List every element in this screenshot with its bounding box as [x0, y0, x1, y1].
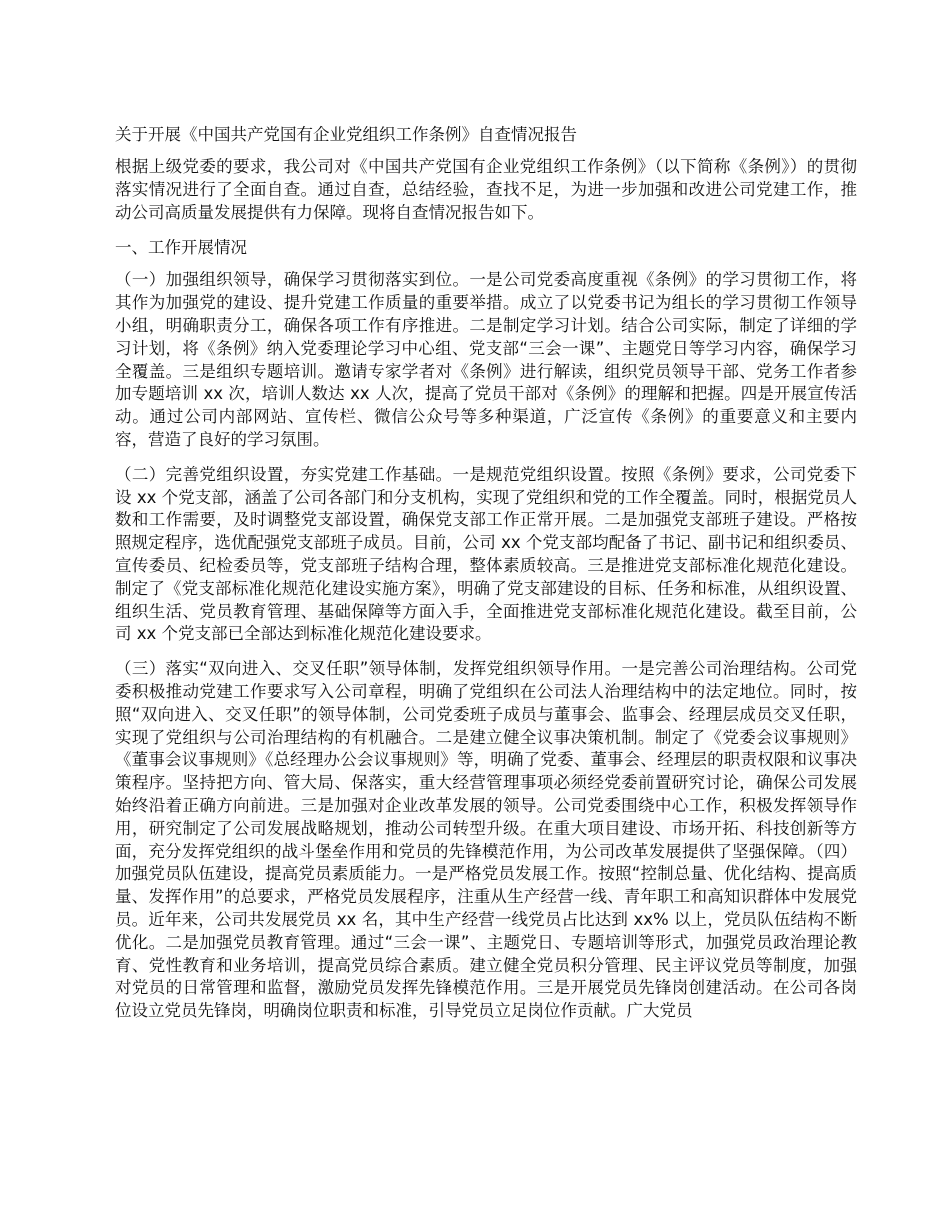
document-title: 关于开展《中国共产党国有企业党组织工作条例》自查情况报告 — [115, 125, 577, 144]
paragraph-1: （一）加强组织领导，确保学习贯彻落实到位。一是公司党委高度重视《条例》的学习贯彻工作，将其作为加强党的建设、提升党建工作质量的重要举措。成立了以党委书记为组长的学习贯彻工作领导小组，明确职责分工，确保各项工作有序推进。二是制定学习计划。结合公司实际，制定了详细的学习计划，将《条例》纳入党委理论学习中心组、党支部“三会一课”、主题党日等学习内容，确保学习全覆盖。三是组织专题培训。邀请专家学者对《条例》进行解读，组织党员领导干部、党务工作者参加专题培训 xx 次，培训人数达 xx 人次，提高了党员干部对《条例》的理解和把握。四是开展宣传活动。通过公司内部网站、宣传栏、微信公众号等多种渠道，广泛宣传《条例》的重要意义和主要内容，营造了良好的学习氛围。 — [115, 270, 857, 449]
intro-paragraph: 根据上级党委的要求，我公司对《中国共产党国有企业党组织工作条例》（以下简称《条例》）的贯彻落实情况进行了全面自查。通过自查，总结经验，查找不足，为进一步加强和改进公司党建工作，推动公司高质量发展提供有力保障。现将自查情况报告如下。 — [115, 157, 857, 222]
paragraph-3: （三）落实“双向进入、交叉任职”领导体制，发挥党组织领导作用。一是完善公司治理结构。公司党委积极推动党建工作要求写入公司章程，明确了党组织在公司法人治理结构中的法定地位。同时，按照“双向进入、交叉任职”的领导体制，公司党委班子成员与董事会、监事会、经理层成员交叉任职，实现了党组织与公司治理结构的有机融合。二是建立健全议事决策机制。制定了《党委会议事规则》《董事会议事规则》《总经理办公会议事规则》等，明确了党委、董事会、经理层的职责权限和议事决策程序。坚持把方向、管大局、保落实，重大经营管理事项必须经党委前置研究讨论，确保公司发展始终沿着正确方向前进。三是加强对企业改革发展的领导。公司党委围绕中心工作，积极发挥领导作用，研究制定了公司发展战略规划，推动公司转型升级。在重大项目建设、市场开拓、科技创新等方面，充分发挥党组织的战斗堡垒作用和党员的先锋模范作用，为公司改革发展提供了坚强保障。（四）加强党员队伍建设，提高党员素质能力。一是严格党员发展工作。按照“控制总量、优化结构、提高质量、发挥作用”的总要求，严格党员发展程序，注重从生产经营一线、青年职工和高知识群体中发展党员。近年来，公司共发展党员 xx 名，其中生产经营一线党员占比达到 xx% 以上，党员队伍结构不断优化。二是加强党员教育管理。通过“三会一课”、主题党日、专题培训等形式，加强党员政治理论教育、党性教育和业务培训，提高党员综合素质。建立健全党员积分管理、民主评议党员等制度，加强对党员的日常管理和监督，激励党员发挥先锋模范作用。三是开展党员先锋岗创建活动。在公司各岗位设立党员先锋岗，明确岗位职责和标准，引导党员立足岗位作贡献。广大党员 — [115, 659, 857, 1021]
paragraph-2: （二）完善党组织设置，夯实党建工作基础。一是规范党组织设置。按照《条例》要求，公司党委下设 xx 个党支部，涵盖了公司各部门和分支机构，实现了党组织和党的工作全覆盖。同时，根据党员人数和工作需要，及时调整党支部设置，确保党支部工作正常开展。二是加强党支部班子建设。严格按照规定程序，选优配强党支部班子成员。目前，公司 xx 个党支部均配备了书记、副书记和组织委员、宣传委员、纪检委员等，党支部班子结构合理，整体素质较高。三是推进党支部标准化规范化建设。制定了《党支部标准化规范化建设实施方案》，明确了党支部建设的目标、任务和标准，从组织设置、组织生活、党员教育管理、基础保障等方面入手，全面推进党支部标准化规范化建设。截至目前，公司 xx 个党支部已全部达到标准化规范化建设要求。 — [115, 464, 857, 644]
section-heading: 一、工作开展情况 — [115, 238, 247, 258]
document-page — [115, 123, 857, 1035]
